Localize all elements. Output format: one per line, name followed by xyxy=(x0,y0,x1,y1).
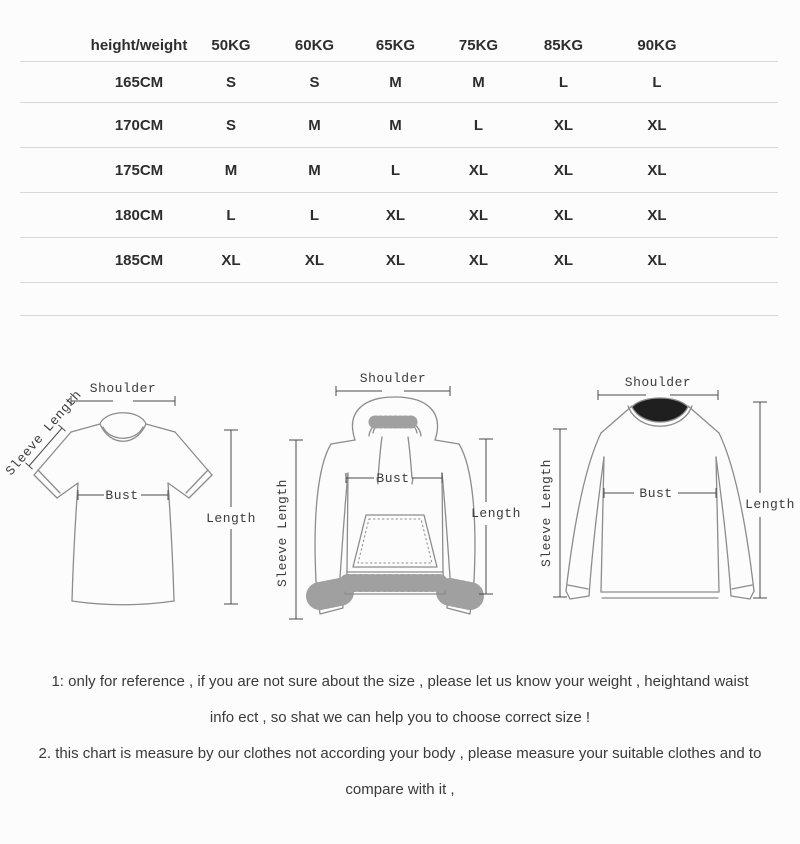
table-row xyxy=(20,103,778,148)
size-cell: XL xyxy=(647,116,667,134)
note-line-2: info ect , so shat we can help you to choose correct size ! xyxy=(209,709,591,726)
length-label: Length xyxy=(745,497,795,512)
longsleeve-outline xyxy=(566,406,754,599)
size-cell: XL xyxy=(553,251,574,269)
size-cell: XL xyxy=(468,161,489,179)
bust-label: Bust xyxy=(105,488,139,503)
garment-diagram-tshirt xyxy=(0,345,270,640)
header-cell-65kg: 65KG xyxy=(375,37,416,54)
size-cell: L xyxy=(473,116,484,134)
size-cell: XL xyxy=(647,251,667,269)
hoodie-sketch-icon xyxy=(270,345,530,640)
size-cell: XL xyxy=(553,116,574,134)
size-cell: S xyxy=(225,116,236,134)
sleeve-length-label: Sleeve Length xyxy=(275,479,290,587)
size-table xyxy=(20,0,778,316)
size-cell: S xyxy=(225,73,236,91)
size-cell: XL xyxy=(647,206,667,224)
tshirt-outline xyxy=(34,413,212,605)
note-line-3: 2. this chart is measure by our clothes not according your body , please measure your suitable clothes and to xyxy=(38,745,762,762)
size-cell: XL xyxy=(385,206,406,224)
table-row xyxy=(20,193,778,238)
note-line-4: compare with it , xyxy=(345,781,455,798)
size-cell: XL xyxy=(553,206,574,224)
garment-diagram-hoodie xyxy=(270,345,530,640)
hoodie-outline xyxy=(315,397,475,614)
size-cell: L xyxy=(226,206,236,224)
size-cell: M xyxy=(389,116,402,134)
row-height-label: 185CM xyxy=(114,251,164,269)
size-cell: L xyxy=(652,73,662,91)
size-cell: S xyxy=(309,73,320,91)
size-cell: L xyxy=(390,161,401,179)
size-cell: M xyxy=(308,161,321,179)
note-line-1: 1: only for reference , if you are not sure about the size , please let us know your weight , heightand waist xyxy=(51,673,749,690)
shoulder-label: Shoulder xyxy=(624,375,692,390)
size-cell: XL xyxy=(385,251,406,269)
header-cell-height-weight: height/weight xyxy=(90,37,188,54)
size-cell: XL xyxy=(468,251,489,269)
table-row xyxy=(20,148,778,193)
table-bottom-divider xyxy=(20,283,778,316)
header-cell-75kg: 75KG xyxy=(458,37,499,54)
size-cell: XL xyxy=(468,206,489,224)
header-cell-90kg: 90KG xyxy=(637,37,677,54)
size-cell: XL xyxy=(553,161,574,179)
size-cell: M xyxy=(472,73,485,91)
header-cell-85kg: 85KG xyxy=(543,37,584,54)
sleeve-length-label: Sleeve Length xyxy=(2,387,85,479)
size-cell: L xyxy=(309,206,320,224)
tshirt-sketch-icon xyxy=(0,345,270,640)
size-cell: M xyxy=(224,161,238,179)
size-cell: XL xyxy=(304,251,325,269)
longsleeve-sketch-icon xyxy=(530,345,800,640)
row-height-label: 165CM xyxy=(114,73,164,91)
size-cell: L xyxy=(558,73,569,91)
bust-label: Bust xyxy=(376,471,410,486)
row-height-label: 170CM xyxy=(114,116,164,134)
header-cell-50kg: 50KG xyxy=(211,37,251,54)
table-header-row xyxy=(20,0,778,62)
collar-fill xyxy=(632,398,688,422)
header-cell-60kg: 60KG xyxy=(294,37,335,54)
table-row xyxy=(20,62,778,103)
bust-label: Bust xyxy=(639,486,673,501)
row-height-label: 175CM xyxy=(114,161,164,179)
table-row xyxy=(20,238,778,283)
size-cell: M xyxy=(389,73,402,91)
garment-diagram-longsleeve xyxy=(530,345,800,640)
size-cell: XL xyxy=(221,251,241,269)
length-label: Length xyxy=(206,511,256,526)
shoulder-label: Shoulder xyxy=(359,371,427,386)
shoulder-label: Shoulder xyxy=(89,381,157,396)
row-height-label: 180CM xyxy=(114,206,164,224)
size-cell: XL xyxy=(647,161,667,179)
length-label: Length xyxy=(471,506,521,521)
size-cell: M xyxy=(308,116,321,134)
sleeve-length-label: Sleeve Length xyxy=(539,459,554,567)
size-notes xyxy=(0,664,800,808)
